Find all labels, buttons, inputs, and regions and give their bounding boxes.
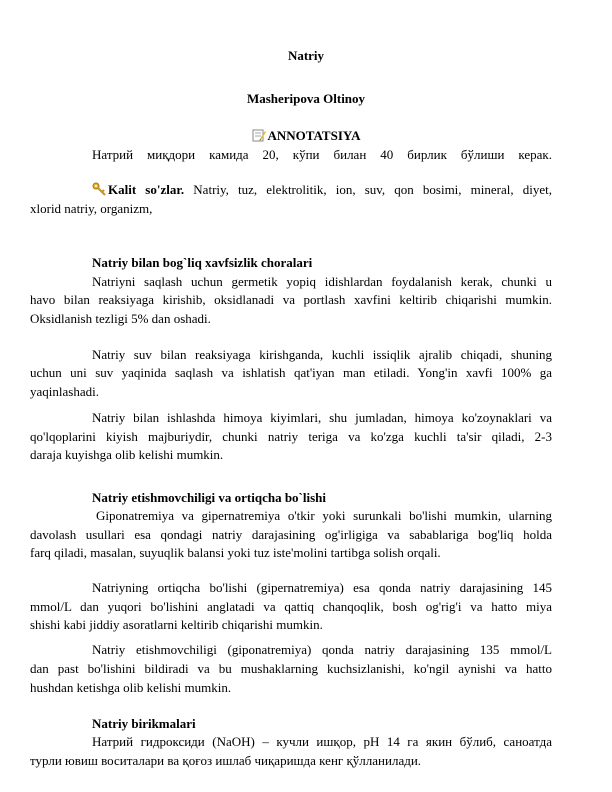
section-heading: Natriy bilan bog`liq xavfsizlik choralari [92,255,313,270]
annotation-heading-line [30,128,582,144]
paragraph-line: daraja kuyishga olib kelishi mumkin. [30,447,224,462]
annotation-text: Натрий миқдори камида 20, кўпи билан 40 бирлик бўлиши керак. [92,147,552,162]
paragraph-line: Giponatremiya va gipernatremiya o'tkir yoki surunkali bo'lishi mumkin, ularning [96,508,552,523]
paragraph-line: Natriyning ortiqcha bo'lishi (gipernatremiya) esa qonda natriy darajasining 145 [92,580,552,595]
section-heading: Natriy birikmalari [92,716,196,731]
paragraph-line: qo'lqoplarini kiyish majburiydir, chunki natriy teriga va ko'zga kuchli ta'sir qiladi, 2-3 [30,429,552,444]
paragraph-line: Natriy bilan ishlashda himoya kiyimlari, shu jumladan, himoya ko'zoynaklari va [92,410,552,425]
paragraph-line: yaqinlashadi. [30,384,99,399]
paragraph-line: Natriyni saqlash uchun germetik yopiq idishlardan foydalanish kerak, chunki u [92,274,552,289]
paragraph-line: Natriy etishmovchiligi (giponatremiya) qonda natriy darajasining 135 mmol/L [92,642,552,657]
keywords-line-1 [92,182,552,198]
annotation-heading: ANNOTATSIYA [267,128,361,143]
paragraph-line: shishi kabi jiddiy asoratlarni keltirib chiqarishi mumkin. [30,617,323,632]
paragraph-line: havo bilan reaksiyaga kirishib, oksidlanadi va portlash xavfini keltirib chiqarishi mumkin. [30,292,552,307]
paragraph-line: farq qiladi, masalan, suyuqlik balansi yoki tuz iste'molini tartibga solish orqali. [30,545,441,560]
key-icon [92,182,106,196]
keywords-line-2: xlorid natriy, organizm, [30,201,153,216]
paragraph-line: dan past bo'lishini bildiradi va bu mushaklarning kuchsizlanishi, ko'ngil aynishi va hatto [30,661,552,676]
paragraph-line: турли ювиш воситалари ва қоғоз ишлаб чиқаришда кенг қўлланилади. [30,753,422,768]
paragraph-line: Натрий гидроксиди (NaOH) – кучли ишқор, pH 14 га якин бўлиб, саноатда [92,734,552,749]
paragraph-line: davolash usullari esa qondagi natriy darajasining og'irligiga va sabablariga bog'liq holda [30,527,552,542]
paragraph-line: uchun uni suv yaqinida saqlash va ishlatish qat'iyan man etiladi. Yong'in xavfi 100% ga [30,365,552,380]
paragraph-line: mmol/L dan yuqori bo'lishini anglatadi va qattiq chanqoqlik, bosh og'rig'i va hatto miya [30,599,552,614]
keywords-values: Natriy, tuz, elektrolitik, ion, suv, qon bosimi, mineral, diyet, [193,182,552,197]
keywords-label: Kalit so'zlar. [108,182,185,197]
paragraph-line: hushdan ketishga olib kelishi mumkin. [30,680,232,695]
author-name: Masheripova Oltinoy [246,91,366,106]
section-heading: Natriy etishmovchiligi va ortiqcha bo`lishi [92,490,326,505]
memo-icon [252,128,266,142]
paragraph-line: Oksidlanish tezligi 5% dan oshadi. [30,311,211,326]
document-title: Natriy [287,48,325,63]
paragraph-line: Natriy suv bilan reaksiyaga kirishganda, kuchli issiqlik ajralib chiqadi, shuning [92,347,552,362]
